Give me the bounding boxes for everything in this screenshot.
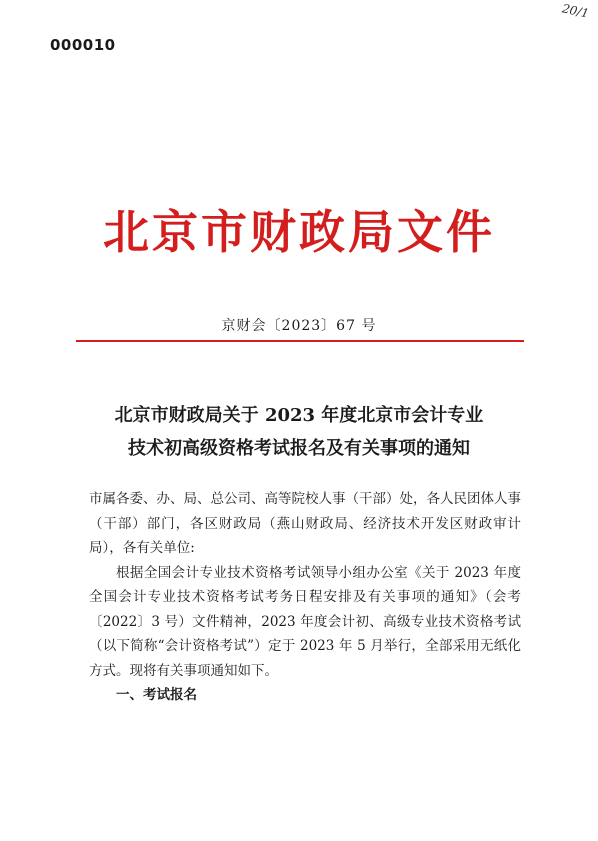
notice-title [40,399,558,465]
red-divider-line [76,340,524,342]
handwritten-corner-mark: 20/1 [560,1,591,21]
notice-title-line: 北京市财政局关于 2023 年度北京市会计专业 [114,405,484,426]
serial-number: 000010 [50,36,116,54]
document-number: 京财会〔2023〕67 号 [221,318,377,334]
body-paragraph: 根据全国会计专业技术资格考试领导小组办公室《关于 2023 年度全国会计专业技术资格考试考务日程安排及有关事项的通知》（会考〔2022〕3 号）文件精神，2023 年度会计初、高级专业技术资格考试（以下简称“会计资格考试”）定于 2023 年 5 月举行，全部采用无纸化方式。现将有关事项通知如下。 [89,564,521,679]
notice-body [89,487,521,708]
issuer-header: 北京市财政局文件 [103,205,495,259]
notice-title-line: 技术初高级资格考试报名及有关事项的通知 [128,438,470,459]
section-heading: 一、考试报名 [116,687,197,703]
addressees-paragraph: 市属各委、办、局、总公司、高等院校人事（干部）处，各人民团体人事（干部）部门，各区财政局（燕山财政局、经济技术开发区财政审计局），各有关单位: [89,491,521,556]
